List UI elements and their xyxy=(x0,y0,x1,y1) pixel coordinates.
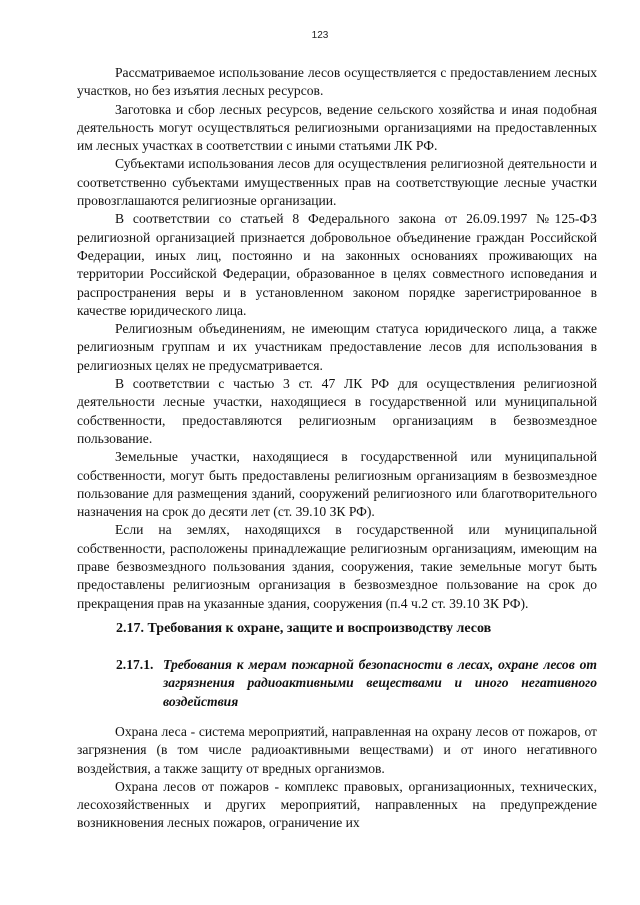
paragraph: Субъектами использования лесов для осуществления религиозной деятельности и соответственно субъектами имущественных прав на соответствующие лесные участки провозглашаются религиозные организации. xyxy=(77,156,597,209)
subsection-heading xyxy=(116,656,597,711)
body-text-block xyxy=(77,64,597,613)
paragraph: Охрана леса - система мероприятий, направленная на охрану лесов от пожаров, от загрязнения (в том числе радиоактивными веществами) и от иного негативного воздействия, а также защиту от вредных организмов. xyxy=(77,724,597,776)
paragraph: Заготовка и сбор лесных ресурсов, ведение сельского хозяйства и иная подобная деятельность могут осуществляться религиозными организациями на предоставленных им лесных участках в соответствии с иными статьями ЛК РФ. xyxy=(77,101,597,154)
paragraph: Земельные участки, находящиеся в государственной или муниципальной собственности, могут быть предоставлены религиозным организациям в безвозмездное пользование для размещения зданий, сооружений религиозного или благотворительного назначения на срок до десяти лет (ст. 39.10 ЗК РФ). xyxy=(77,449,597,520)
page-number: 123 xyxy=(311,30,329,41)
paragraph: Если на землях, находящихся в государственной или муниципальной собственности, расположены принадлежащие религиозным организациям, имеющим на праве безвозмездного пользования здания, сооружения, такие земельные могут быть предоставлены религиозным организация в безвозмездное пользование на срок до прекращения прав на указанные здания, сооружения (п.4 ч.2 ст. 39.10 ЗК РФ). xyxy=(77,522,597,611)
section-heading: 2.17. Требования к охране, защите и воспроизводству лесов xyxy=(116,621,492,636)
paragraph: В соответствии со статьей 8 Федерального закона от 26.09.1997 №125-ФЗ религиозной организацией признается добровольное объединение граждан Российской Федерации, иных лиц, постоянно и на законных основаниях проживающих на территории Российской Федерации, образованное в целях совместного исповедания и распространения веры и в установленном законом порядке зарегистрированное в качестве юридического лица. xyxy=(77,211,597,318)
subsection-number: 2.17.1. xyxy=(116,657,154,672)
paragraph: Охрана лесов от пожаров - комплекс правовых, организационных, технических, лесохозяйственных и других мероприятий, направленных на предупреждение возникновения лесных пожаров, ограничение их xyxy=(77,778,597,831)
paragraph: Религиозным объединениям, не имеющим статуса юридического лица, а также религиозным группам и их участникам предоставление лесов для использования в религиозных целях не предусматривается. xyxy=(77,321,597,373)
paragraph: Рассматриваемое использование лесов осуществляется с предоставлением лесных участков, но без изъятия лесных ресурсов. xyxy=(77,65,597,99)
subsection-title: Требования к мерам пожарной безопасности в лесах, охране лесов от загрязнения радиоактивными веществами и иного негативного воздействия xyxy=(163,657,597,709)
body-text-block-2 xyxy=(77,723,597,833)
paragraph: В соответствии с частью 3 ст. 47 ЛК РФ для осуществления религиозной деятельности лесные участки, находящиеся в государственной или муниципальной собственности, предоставляются религиозным организациям в безвозмездное пользование. xyxy=(77,376,597,446)
